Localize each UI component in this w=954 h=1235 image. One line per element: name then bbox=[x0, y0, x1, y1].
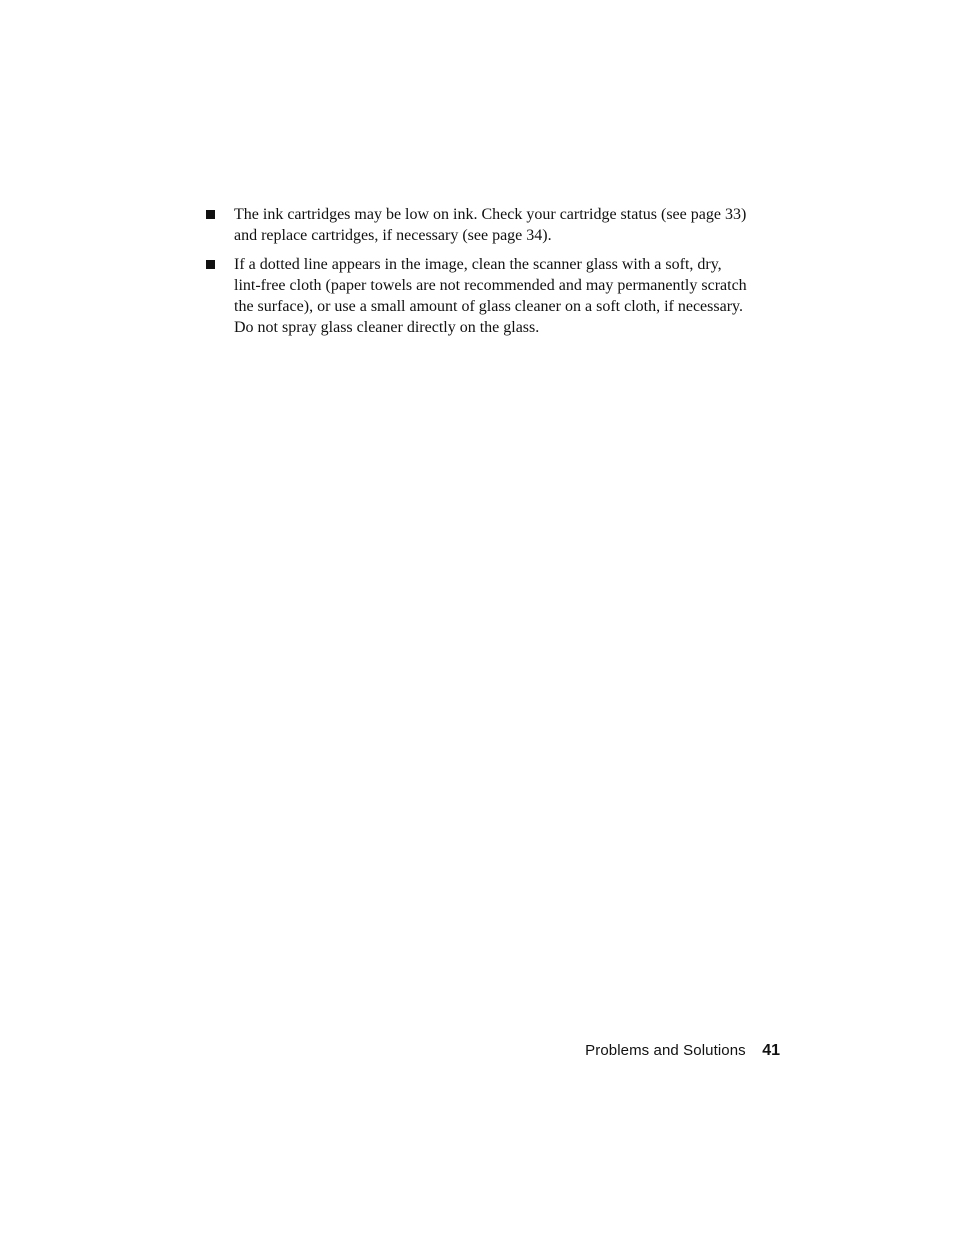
page-footer bbox=[585, 1042, 780, 1060]
square-bullet-icon bbox=[206, 260, 215, 269]
bullet-text: The ink cartridges may be low on ink. Check your cartridge status (see page 33) and replace cartridges, if necessary (see page 34). bbox=[234, 206, 747, 244]
list-item bbox=[205, 254, 750, 338]
bullet-text: If a dotted line appears in the image, clean the scanner glass with a soft, dry, lint-free cloth (paper towels are not recommended and may permanently scratch the surface), or use a small amount of glass cleaner on a soft cloth, if necessary. Do not spray glass cleaner directly on the glass. bbox=[234, 256, 747, 336]
footer-section-title: Problems and Solutions bbox=[585, 1042, 746, 1059]
square-bullet-icon bbox=[206, 210, 215, 219]
bullet-list bbox=[205, 204, 750, 346]
list-item bbox=[205, 204, 750, 246]
page-number: 41 bbox=[762, 1042, 780, 1059]
